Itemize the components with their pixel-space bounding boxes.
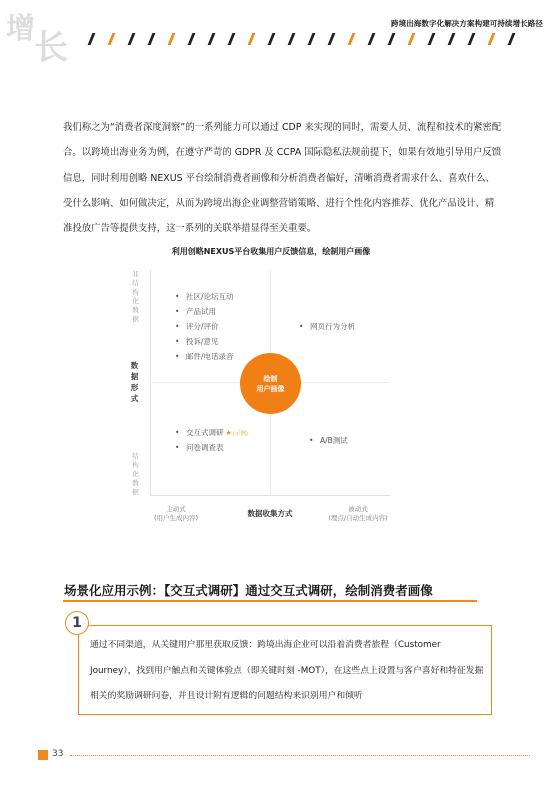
chart-y-axis bbox=[150, 270, 151, 496]
header-slash-divider bbox=[90, 33, 530, 47]
chart-title: 利用创略NEXUS平台收集用户反馈信息，绘制用户画像 bbox=[171, 247, 371, 256]
list-item: • 社区/论坛互动 bbox=[175, 289, 234, 304]
center-persona-circle bbox=[240, 353, 301, 414]
y-axis-center-label: 数据形式 bbox=[130, 361, 139, 403]
footer-dotted-line bbox=[70, 755, 530, 756]
page-marker-square bbox=[38, 750, 48, 760]
list-item: • 产品试用 bbox=[175, 304, 234, 319]
scenario-heading: 场景化应用示例：【交互式调研】通过交互式调研，绘制消费者画像 bbox=[64, 583, 433, 598]
list-item: • 评分/评价 bbox=[175, 319, 234, 334]
y-axis-top-label: 非结构化数据 bbox=[132, 270, 139, 323]
x-axis-center-label: 数据收集方式 bbox=[247, 509, 293, 518]
example-tag: (示例) bbox=[232, 431, 249, 437]
x-axis-right-label-line2: (埋点/自动生成内容) bbox=[328, 513, 388, 522]
header-title: 跨境出海数字化解决方案构建可持续增长路径 bbox=[391, 19, 543, 28]
quadrant-bottom-left-list bbox=[175, 425, 248, 455]
header-decorative-char-1: 增 bbox=[6, 11, 36, 45]
star-icon: ★ bbox=[225, 429, 232, 437]
list-item: • A/B测试 bbox=[309, 433, 348, 448]
step-number-badge: 1 bbox=[65, 611, 89, 635]
x-axis-left-label-line2: (用户生成内容) bbox=[153, 513, 199, 522]
list-item: • 邮件/电话录音 bbox=[175, 349, 234, 364]
page-number: 33 bbox=[52, 749, 64, 759]
quadrant-top-right-list bbox=[299, 319, 355, 334]
header-decorative-char-2: 长 bbox=[34, 28, 68, 68]
scenario-text: 通过不同渠道，从关键用户那里获取反馈：跨境出海企业可以沿着消费者旅程（Customer Journey），找到用户触点和关键体验点（即关键时刻 -MOT），在这些点上设置与客户喜好和特征发掘相关的奖励调研问卷，并且设计附有逻辑的问题结构来识别用户和倾听 bbox=[90, 640, 484, 701]
quadrant-top-left-list bbox=[175, 289, 234, 364]
x-axis-right-label bbox=[312, 505, 404, 522]
list-item: • 网页行为分析 bbox=[299, 319, 355, 334]
y-axis-bottom-label: 结构化数据 bbox=[132, 452, 139, 496]
center-label-line1: 绘制 bbox=[263, 374, 278, 383]
list-item-label: 交互式调研 bbox=[186, 428, 224, 437]
body-paragraph: 我们称之为“消费者深度洞察”的一系列能力可以通过 CDP 来实现的同时，需要人员、流程和技术的紧密配合。以跨境出海业务为例，在遵守严苛的 GDPR 及 CCPA 国际隐私法规前提下，如果有效地引导用户反馈信息，同时利用创略 NEXUS 平台绘制消费者画像和分析消费者偏好，清晰消费者需求什么、喜欢什么、受什么影响、如何做决定，从而为跨境出海企业调整营销策略、进行个性化内容推荐、优化产品设计、精准投放广告等提供支持，这一系列的关联举措显得至关重要。 bbox=[63, 122, 502, 235]
list-item: • 投诉/意见 bbox=[175, 334, 234, 349]
x-axis-left-label bbox=[140, 505, 212, 522]
list-item: • 问卷调查表 bbox=[175, 440, 248, 455]
x-axis-left-label-line1: 主动式 bbox=[166, 505, 186, 513]
center-label-line2: 用户画像 bbox=[256, 384, 285, 393]
quadrant-bottom-right-list bbox=[309, 433, 348, 448]
list-item-interactive-survey bbox=[175, 425, 248, 440]
x-axis-right-label-line1: 被动式 bbox=[348, 505, 368, 513]
scenario-underline bbox=[63, 600, 477, 602]
